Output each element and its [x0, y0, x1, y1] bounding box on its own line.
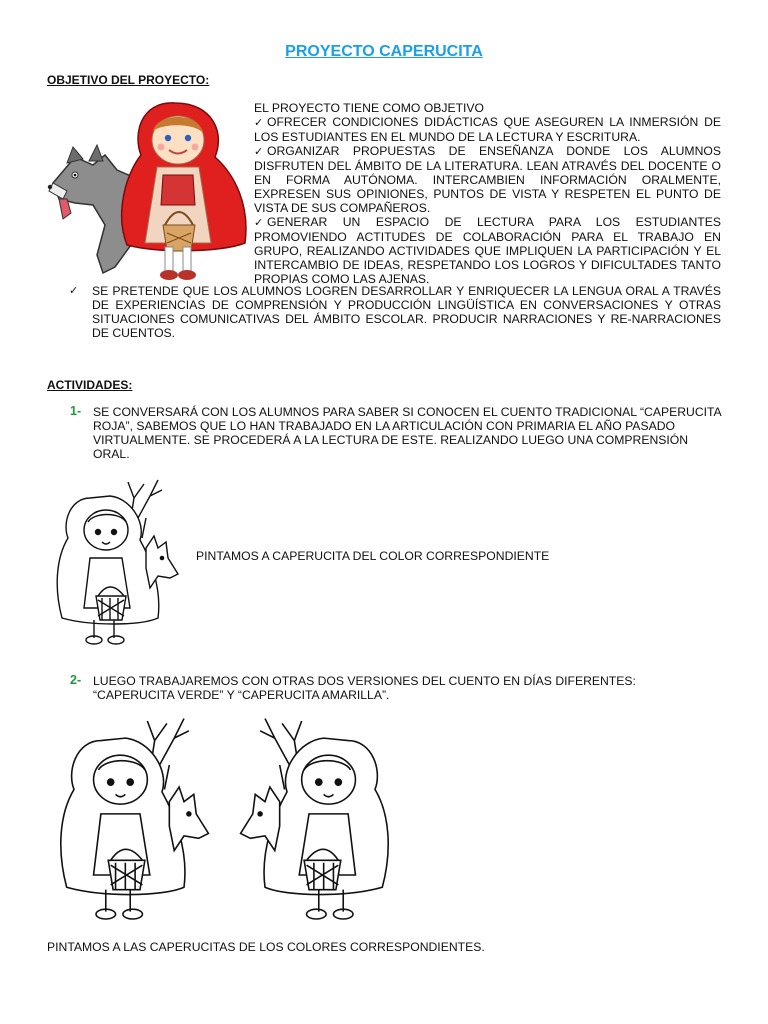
activity-caption: PINTAMOS A LAS CAPERUCITAS DE LOS COLORES CORRESPONDIENTES. — [47, 940, 485, 954]
activity-number: 2- — [70, 673, 82, 687]
activity-number: 1- — [70, 404, 82, 418]
checkmark-icon: ✓ — [254, 117, 264, 129]
activities-heading: ACTIVIDADES: — [47, 378, 133, 392]
activity-caption: PINTAMOS A CAPERUCITA DEL COLOR CORRESPONDIENTE — [196, 549, 550, 563]
activity-text: LUEGO TRABAJAREMOS CON OTRAS DOS VERSIONES DEL CUENTO EN DÍAS DIFERENTES: “CAPERUCITA VERDE” Y “CAPERUCITA AMARILLA”. — [93, 674, 636, 702]
caperucita-line-illustration — [52, 715, 217, 925]
objective-text — [254, 101, 721, 286]
objective-item: ✓ GENERAR UN ESPACIO DE LECTURA PARA LOS ESTUDIANTES PROMOVIENDO ACTITUDES DE COLABORACIÓN PARA EL TRABAJO EN GRUPO, REALIZANDO ACTIVIDADES QUE IMPLIQUEN LA PARTICIPACIÓN Y EL INTERCAMBIO DE IDEAS, RESPETANDO LOS LOGROS Y DIFICULTADES TANTO PROPIAS COMO LAS AJENAS. — [254, 215, 721, 286]
objective-item: ✓ OFRECER CONDICIONES DIDÁCTICAS QUE ASEGUREN LA INMERSIÓN DE LOS ESTUDIANTES EN EL MUNDO DE LA LECTURA Y ESCRITURA. — [254, 115, 721, 144]
caperucita-line-illustration — [232, 715, 397, 925]
objective-item: ✓ ORGANIZAR PROPUESTAS DE ENSEÑANZA DONDE LOS ALUMNOS DISFRUTEN DEL ÁMBITO DE LA LITERATURA. LEAN ATRAVÉS DEL DOCENTE O EN FORMA AUTÓNOMA. INTERCAMBIEN INFORMACIÓN ORALMENTE, EXPRESEN SUS OPINIONES, PUNTOS DE VISTA Y RESPETEN EL PUNTO DE VISTA DE SUS COMPAÑEROS. — [254, 144, 721, 215]
caperucita-line-illustration — [50, 478, 185, 648]
checkmark-icon: ✓ — [254, 146, 264, 158]
activity-text: SE CONVERSARÁ CON LOS ALUMNOS PARA SABER SI CONOCEN EL CUENTO TRADICIONAL “CAPERUCITA ROJA”, SABEMOS QUE LO HAN TRABAJADO EN LA ARTICULACIÓN CON PRIMARIA EL AÑO PASADO VIRTUALMENTE. SE PROCEDERÁ A LA LECTURA DE ESTE. REALIZANDO LUEGO UNA COMPRENSIÓN ORAL. — [93, 405, 722, 461]
objective-heading: OBJETIVO DEL PROYECTO: — [47, 73, 210, 87]
checkmark-icon: ✓ — [69, 285, 79, 297]
page-title: PROYECTO CAPERUCITA — [285, 43, 483, 60]
objective-intro: EL PROYECTO TIENE COMO OBJETIVO — [254, 101, 485, 115]
caperucita-color-illustration — [45, 95, 250, 285]
checkmark-icon: ✓ — [254, 217, 264, 229]
objective-item: ✓ SE PRETENDE QUE LOS ALUMNOS LOGREN DESARROLLAR Y ENRIQUECER LA LENGUA ORAL A TRAVÉS DE EXPERIENCIAS DE COMPRENSIÓN Y PRODUCCIÓN LINGÜÍSTICA EN CONVERSACIONES Y OTRAS SITUACIONES COMUNICATIVAS DEL ÁMBITO ESCOLAR. PRODUCIR NARRACIONES Y RE-NARRACIONES DE CUENTOS. — [69, 284, 721, 340]
